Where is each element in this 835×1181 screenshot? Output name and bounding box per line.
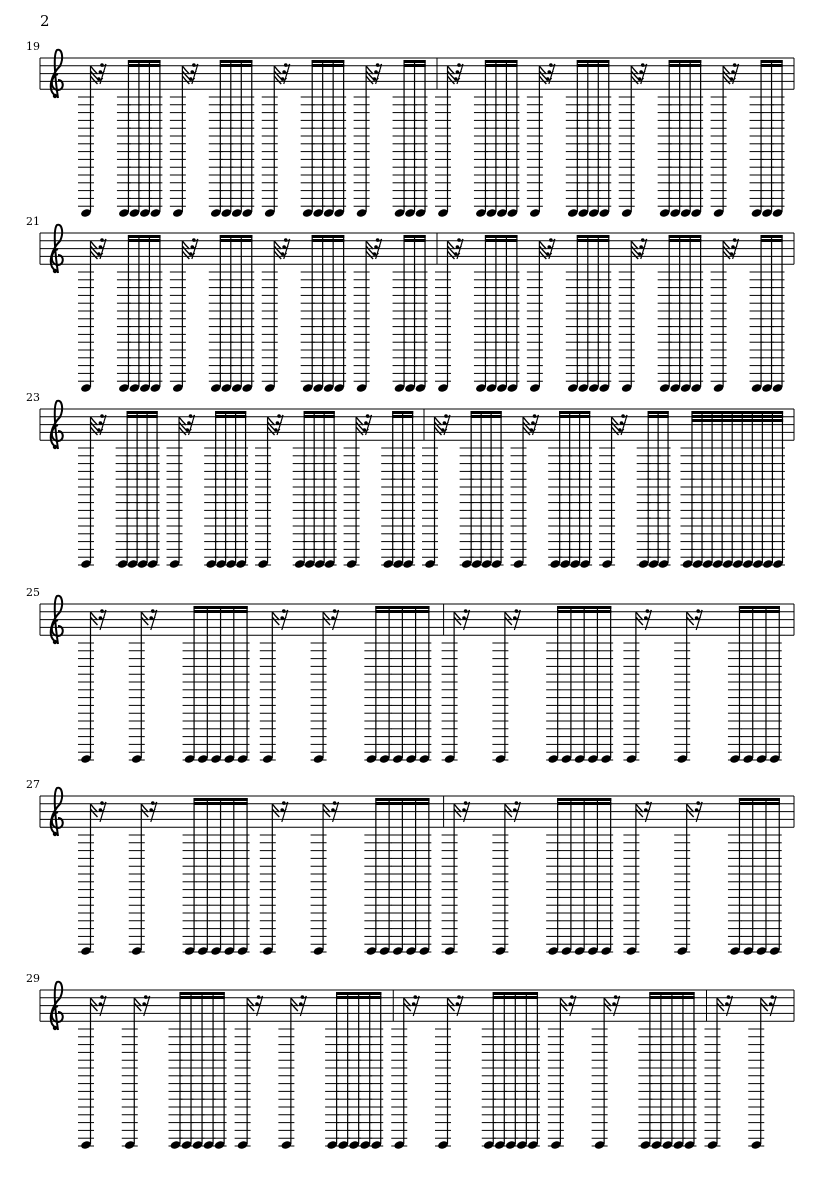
beam (669, 235, 702, 238)
beam (691, 411, 783, 414)
beam (392, 411, 413, 414)
beam (404, 239, 426, 242)
beam (194, 802, 248, 805)
beam (220, 64, 253, 67)
beam (761, 235, 783, 238)
measure-number: 29 (26, 972, 40, 985)
beam (180, 996, 225, 999)
beam (375, 606, 429, 609)
beam (739, 610, 780, 613)
beam (127, 415, 158, 418)
beam (739, 798, 780, 801)
beam (577, 64, 610, 67)
beam (577, 235, 610, 238)
beam (761, 60, 783, 63)
beam (761, 64, 783, 67)
treble-clef-icon (53, 640, 57, 644)
beam (128, 64, 161, 67)
beam (375, 798, 429, 801)
beam (220, 239, 253, 242)
beam (128, 235, 161, 238)
beam (559, 415, 590, 418)
beam (669, 60, 702, 63)
beam (485, 239, 518, 242)
beam (493, 996, 538, 999)
beam (215, 411, 246, 414)
beam (471, 415, 502, 418)
beam (493, 992, 538, 995)
beam (485, 60, 518, 63)
staff-system (26, 215, 794, 393)
beam (375, 610, 429, 613)
measure-number: 25 (26, 586, 40, 599)
beam (557, 606, 611, 609)
beam (215, 415, 246, 418)
beam (194, 798, 248, 801)
measure-number: 23 (26, 391, 40, 404)
staff-system (26, 972, 794, 1150)
beam (392, 415, 413, 418)
beam (739, 802, 780, 805)
treble-clef-icon (53, 269, 57, 273)
beam (648, 415, 669, 418)
beam (312, 235, 345, 238)
beam (761, 239, 783, 242)
beam (471, 411, 502, 414)
beam (557, 610, 611, 613)
beam (312, 64, 345, 67)
beam (127, 411, 158, 414)
treble-clef-icon (53, 832, 57, 836)
beam (485, 235, 518, 238)
measure-number: 19 (26, 40, 40, 53)
beam (669, 64, 702, 67)
beam (691, 419, 783, 422)
beam (577, 60, 610, 63)
beam (404, 64, 426, 67)
beam (180, 992, 225, 995)
beam (128, 60, 161, 63)
beam (194, 606, 248, 609)
measure-number: 27 (26, 778, 40, 791)
beam (557, 798, 611, 801)
treble-clef-icon (53, 445, 57, 449)
treble-clef-icon (53, 94, 57, 98)
beam (220, 235, 253, 238)
beam (304, 415, 335, 418)
page-number: 2 (40, 12, 50, 30)
staff-system (26, 40, 794, 218)
beam (557, 802, 611, 805)
beam (194, 610, 248, 613)
beam (128, 239, 161, 242)
measure-number: 21 (26, 215, 40, 228)
beam (220, 60, 253, 63)
treble-clef-icon (53, 1026, 57, 1030)
beam (485, 64, 518, 67)
beam (312, 239, 345, 242)
staff-system (26, 586, 794, 764)
beam (577, 239, 610, 242)
beam (336, 996, 381, 999)
beam (404, 235, 426, 238)
beam (649, 992, 694, 995)
beam (304, 411, 335, 414)
beam (336, 992, 381, 995)
beam (559, 411, 590, 414)
beam (739, 606, 780, 609)
beam (649, 996, 694, 999)
beam (648, 411, 669, 414)
beam (312, 60, 345, 63)
staff-system (26, 778, 794, 956)
beam (404, 60, 426, 63)
staff-system (26, 391, 794, 569)
beam (375, 802, 429, 805)
beam (669, 239, 702, 242)
beam (691, 415, 783, 418)
